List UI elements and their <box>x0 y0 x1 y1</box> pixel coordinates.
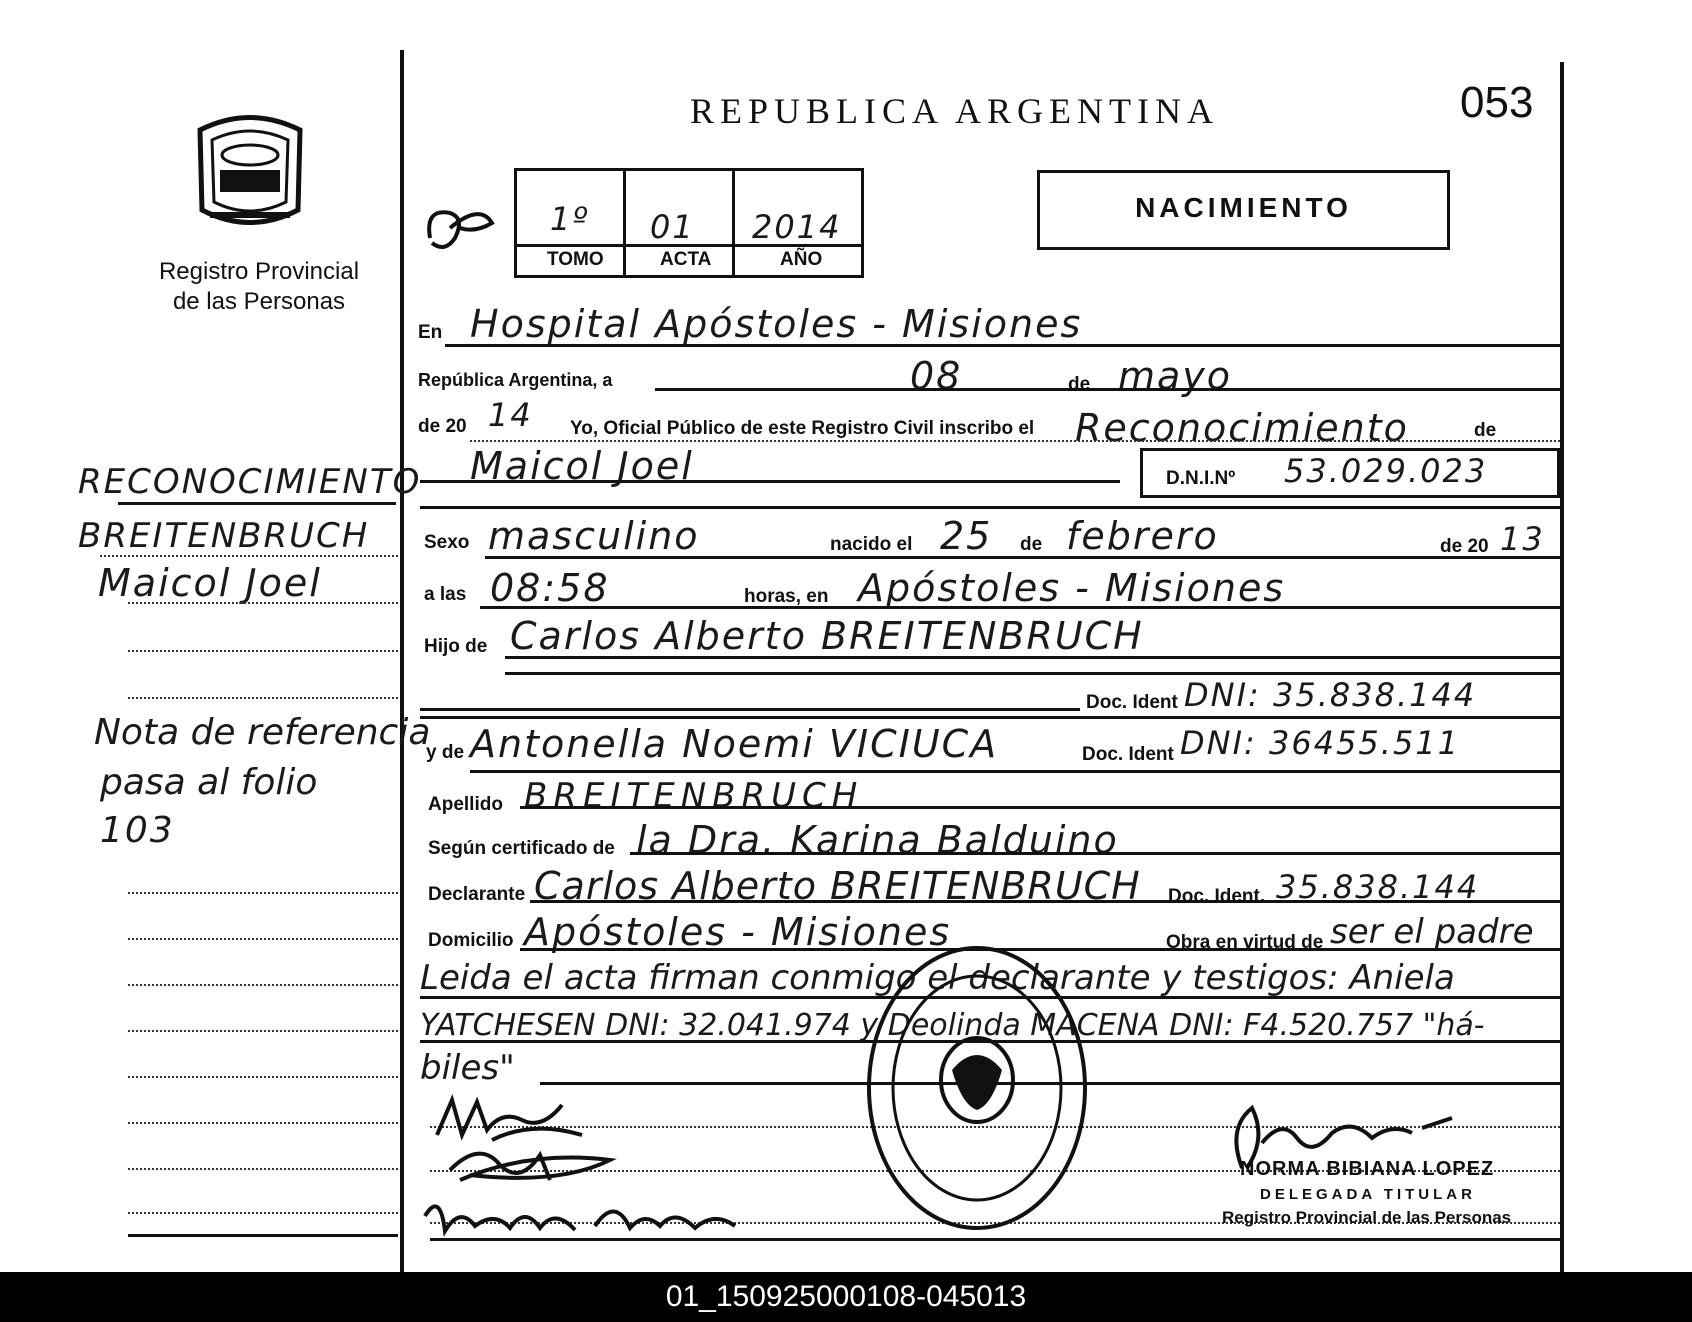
margin-dotline-8 <box>128 1030 398 1032</box>
anio-label: AÑO <box>780 249 823 270</box>
person-value: Maicol Joel <box>470 444 694 488</box>
dni-label: D.N.I.Nº <box>1166 468 1236 489</box>
declarante-label: Declarante <box>428 884 526 905</box>
yde-label: y de <box>426 742 465 763</box>
misiones-emblem-icon <box>190 110 310 240</box>
de-label: de <box>1068 374 1091 395</box>
acta-value: 01 <box>650 208 695 246</box>
alas-label: a las <box>424 584 467 605</box>
segun-label: Según certificado de <box>428 838 615 859</box>
apellido-label: Apellido <box>428 794 503 815</box>
margin-note-line2: pasa al folio <box>100 762 318 803</box>
acta-label: ACTA <box>660 249 712 270</box>
republica-label: República Argentina, a <box>418 370 613 390</box>
section-rule-1 <box>420 506 1560 509</box>
leida-line1: Leida el acta firman conmigo el declarante y testigos: Aniela <box>420 958 1455 998</box>
margin-dotline-6 <box>128 938 398 940</box>
leida-line3: biles" <box>420 1048 515 1088</box>
obra-value: ser el padre <box>1330 912 1534 952</box>
en-label: En <box>418 322 443 343</box>
day-value: 08 <box>910 354 963 398</box>
father-doc: DNI: 35.838.144 <box>1184 676 1477 714</box>
margin-title: RECONOCIMIENTO <box>78 462 422 502</box>
initials-mark <box>420 198 500 262</box>
apellido-line <box>520 806 1560 809</box>
place-value: Apóstoles - Misiones <box>858 566 1286 610</box>
leida-line2: YATCHESEN DNI: 32.041.974 y Deolinda MACENA DNI: F4.520.757 "há- <box>420 1008 1485 1043</box>
anio-value: 2014 <box>752 208 842 246</box>
act-line <box>470 440 1560 442</box>
mother-value: Antonella Noemi VICIUCA <box>470 722 999 766</box>
de20b-label: de 20 <box>1440 536 1489 557</box>
registry-line2: de las Personas <box>172 288 346 315</box>
obra-label: Obra en virtud de <box>1166 932 1324 953</box>
year-value: 14 <box>488 396 533 434</box>
born-year: 13 <box>1500 520 1545 558</box>
margin-bottom-rule <box>128 1234 398 1237</box>
margin-dotline-3 <box>128 650 398 652</box>
doc-type-label: NACIMIENTO <box>1135 192 1352 223</box>
official-seal <box>862 940 1092 1236</box>
apellido-value: BREITENBRUCH <box>524 776 864 816</box>
margin-dotline-1 <box>100 555 398 557</box>
witness-signature-2 <box>440 1130 620 1194</box>
margin-names: Maicol Joel <box>98 561 322 605</box>
yo-label: Yo, Oficial Público de este Registro Civil inscribo el <box>570 418 1035 439</box>
segun-value: la Dra. Karina Balduino <box>636 818 1119 862</box>
nacido-label: nacido el <box>830 534 913 555</box>
father-doc-lead <box>420 708 1080 711</box>
margin-note-line1: Nota de referencia <box>94 712 431 753</box>
born-month: febrero <box>1066 514 1219 558</box>
mother-doc: DNI: 36455.511 <box>1180 724 1461 762</box>
page-number: 053 <box>1460 78 1534 127</box>
footer-code: 01_150925000108-045013 <box>0 1272 1692 1322</box>
doc3-label: Doc. Ident. <box>1168 886 1266 907</box>
right-frame-line <box>1560 62 1564 1272</box>
margin-dotline-10 <box>128 1122 398 1124</box>
segun-line <box>630 852 1560 855</box>
born-day: 25 <box>940 514 993 558</box>
margin-dotline-4 <box>128 697 398 699</box>
father-line-2 <box>505 672 1560 675</box>
alas-line <box>480 606 1560 609</box>
margin-dotline-7 <box>128 984 398 986</box>
left-frame-line <box>400 50 404 1272</box>
person-line <box>420 480 1120 483</box>
margin-surname: BREITENBRUCH <box>78 516 370 556</box>
act-value: Reconocimiento <box>1075 406 1409 450</box>
margin-title-underline <box>118 502 396 505</box>
section-rule-2 <box>420 716 1560 719</box>
official-org: Registro Provincial de las Personas <box>1222 1208 1512 1227</box>
de20-label: de 20 <box>418 416 467 437</box>
time-value: 08:58 <box>490 566 610 610</box>
margin-dotline-5 <box>128 892 398 894</box>
margin-dotline-12 <box>128 1212 398 1214</box>
tomo-label: TOMO <box>547 249 604 270</box>
sexo-line <box>485 556 1560 559</box>
country-title: REPUBLICA ARGENTINA <box>690 91 1220 131</box>
doc2-label: Doc. Ident <box>1082 744 1174 765</box>
father-value: Carlos Alberto BREITENBRUCH <box>510 614 1144 658</box>
dni-value: 53.029.023 <box>1284 452 1488 490</box>
declarante-value: Carlos Alberto BREITENBRUCH <box>534 864 1141 908</box>
doc-label: Doc. Ident <box>1086 692 1178 713</box>
domicilio-value: Apóstoles - Misiones <box>524 910 952 954</box>
official-title: DELEGADA TITULAR <box>1260 1186 1476 1203</box>
father-line <box>505 656 1560 659</box>
margin-dotline-2 <box>128 602 398 604</box>
margin-note-line3: 103 <box>100 810 175 851</box>
declarante-doc: 35.838.144 <box>1276 868 1480 906</box>
de3-label: de <box>1020 534 1043 555</box>
month-value: mayo <box>1118 354 1233 398</box>
official-name: NORMA BIBIANA LOPEZ <box>1240 1158 1495 1180</box>
de2-label: de <box>1474 420 1497 441</box>
date-line <box>655 388 1560 391</box>
domicilio-label: Domicilio <box>428 930 514 951</box>
sexo-label: Sexo <box>424 532 470 553</box>
declarante-line <box>530 900 1560 903</box>
margin-dotline-11 <box>128 1168 398 1170</box>
margin-dotline-9 <box>128 1076 398 1078</box>
en-value: Hospital Apóstoles - Misiones <box>470 302 1083 346</box>
tomo-value: 1º <box>550 200 590 238</box>
mother-line <box>470 770 1560 773</box>
witness-signature-3 <box>415 1186 775 1250</box>
hijo-label: Hijo de <box>424 636 488 657</box>
registry-line1: Registro Provincial <box>158 258 360 285</box>
horas-label: horas, en <box>744 586 829 607</box>
en-line <box>445 344 1560 347</box>
sexo-value: masculino <box>488 514 700 558</box>
